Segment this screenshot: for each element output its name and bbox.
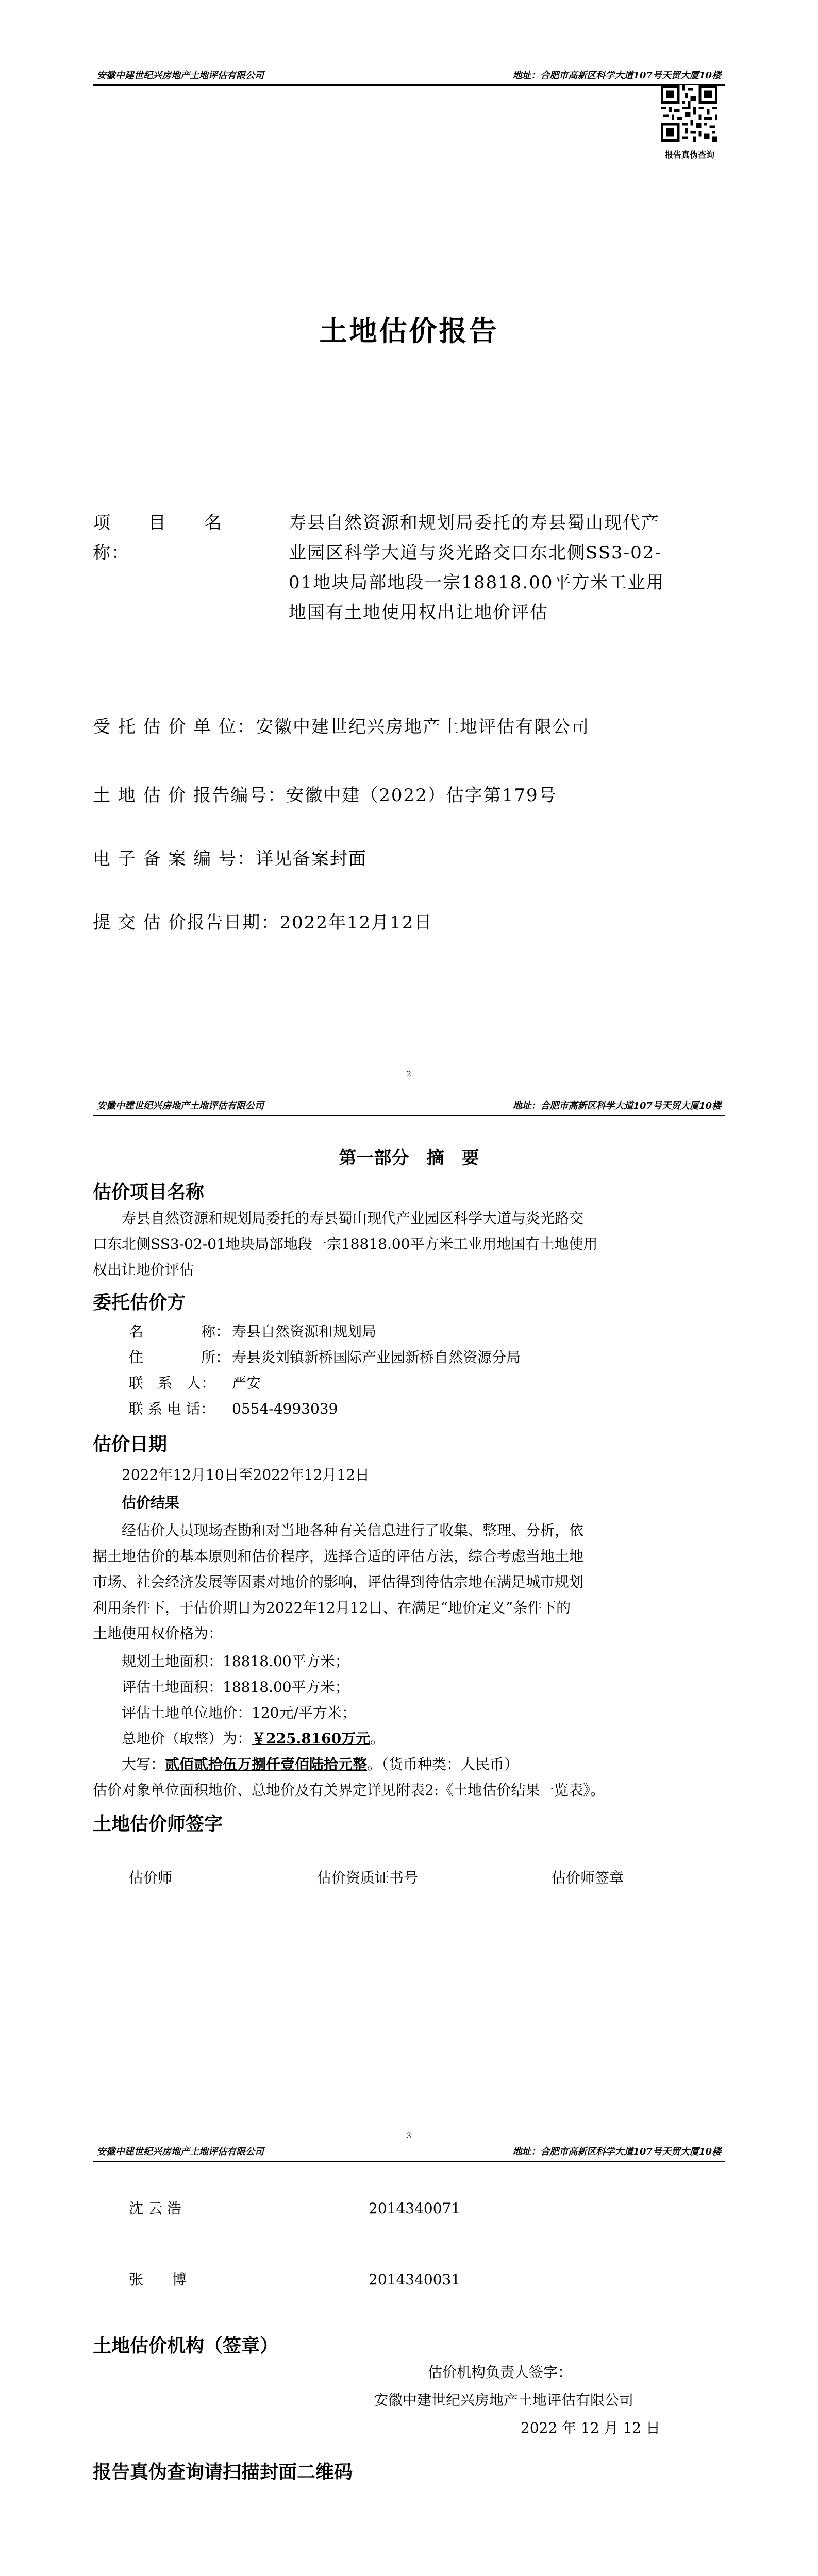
report-title: 土地估价报告 xyxy=(319,315,499,347)
text-line: 利用条件下，于估价期日为2022年12月12日、在满足“地价定义”条件下的 xyxy=(93,1599,571,1616)
submit-date-value: 2022年12月12日 xyxy=(279,912,433,933)
project-text xyxy=(93,1206,722,1283)
text-line: 市场、社会经济发展等因素对地价的影响，评估得到待估宗地在满足城市规划 xyxy=(93,1573,584,1590)
date-text: 2022年12月10日至2022年12月12日 xyxy=(122,1466,370,1483)
client-contact-row xyxy=(129,1370,722,1396)
filing-value: 详见备案封面 xyxy=(256,849,368,869)
result-paragraph xyxy=(93,1518,722,1647)
signers-heading: 土地估价师签字 xyxy=(93,1814,223,1835)
header-company: 安徽中建世纪兴房地产土地评估有限公司 xyxy=(97,2146,264,2157)
verify-note: 报告真伪查询请扫描封面二维码 xyxy=(93,2462,353,2483)
project-line: 寿县自然资源和规划局委托的寿县蜀山现代产 xyxy=(289,513,660,533)
field-label: 联 系 电 话： xyxy=(129,1400,215,1417)
header-address: 地址：合肥市高新区科学大道107号天贸大厦10楼 xyxy=(512,70,721,81)
total-caps-value: 贰佰贰拾伍万捌仟壹佰陆拾元整 xyxy=(165,1756,368,1773)
field-value: 寿县炎刘镇新桥国际产业园新桥自然资源分局 xyxy=(232,1349,521,1366)
page-number: 3 xyxy=(407,2132,411,2140)
report-number-row xyxy=(93,781,557,810)
client-label: 受 托 估 价 单 位： xyxy=(93,717,256,737)
qr-caption: 报告真伪查询 xyxy=(665,150,715,160)
signer-cert: 2014340031 xyxy=(369,2271,461,2288)
text-line: 经估价人员现场查勘和对当地各种有关信息进行了收集、整理、分析，依 xyxy=(122,1522,584,1539)
signers-col-appraiser: 估价师 xyxy=(129,1869,173,1886)
total-price-row xyxy=(122,1726,519,1752)
text-line: 寿县自然资源和规划局委托的寿县蜀山现代产业园区科学大道与炎光路交 xyxy=(122,1210,584,1227)
text-line: 口东北侧SS3-02-01地块局部地段一宗18818.00平方米工业用地国有土地使用 xyxy=(93,1235,598,1252)
qr-code-icon[interactable] xyxy=(661,85,717,142)
page-header xyxy=(93,2138,725,2162)
unit-price: 评估土地单位地价：120元/平方米； xyxy=(122,1704,356,1721)
header-address: 地址：合肥市高新区科学大道107号天贸大厦10楼 xyxy=(512,1100,721,1111)
total-caps-end: 。（货币种类：人民币） xyxy=(367,1756,519,1773)
project-name xyxy=(289,508,727,628)
total-caps-label: 大写： xyxy=(122,1756,165,1773)
result-title: 估价结果 xyxy=(122,1494,180,1511)
part-title: 第一部分 摘 要 xyxy=(339,1148,479,1168)
submit-date-label: 提 交 估 价报告日期： xyxy=(93,912,280,933)
report-number-value: 安徽中建（2022）估字第179号 xyxy=(286,785,557,806)
total-price-value: ￥225.8160万元 xyxy=(252,1730,371,1747)
header-address: 地址：合肥市高新区科学大道107号天贸大厦10楼 xyxy=(512,2146,721,2157)
filing-label: 电 子 备 案 编 号： xyxy=(93,849,256,869)
client-address-row xyxy=(129,1345,722,1370)
page-header xyxy=(93,1092,725,1116)
signer-name: 张 博 xyxy=(129,2271,187,2288)
org-heading: 土地估价机构（签章） xyxy=(93,2335,279,2357)
field-value: 0554-4993039 xyxy=(232,1400,338,1417)
project-label: 项 目 名 称： xyxy=(93,513,260,563)
page-number: 2 xyxy=(407,1070,411,1078)
appraised-area: 评估土地面积：18818.00平方米； xyxy=(122,1679,349,1696)
result-note: 估价对象单位面积地价、总地价及有关界定详见附表2:《土地估价结果一览表》。 xyxy=(93,1782,605,1799)
client-heading: 委托估价方 xyxy=(93,1292,186,1313)
project-line: 地国有土地使用权出让地价评估 xyxy=(289,602,548,623)
signers-col-cert: 估价资质证书号 xyxy=(317,1869,419,1886)
date-heading: 估价日期 xyxy=(93,1434,168,1455)
text-line: 土地使用权价格为： xyxy=(93,1625,223,1642)
text-line: 据土地估价的基本原则和估价程序，选择合适的评估方法，综合考虑当地土地 xyxy=(93,1548,584,1565)
project-heading: 估价项目名称 xyxy=(93,1182,205,1203)
filing-row xyxy=(93,844,367,874)
org-leader-sign: 估价机构负责人签字： xyxy=(428,2364,573,2381)
signer-name: 沈 云 浩 xyxy=(129,2200,181,2217)
project-line: 01地块局部地段一宗18818.00平方米工业用 xyxy=(289,572,665,593)
total-caps-row xyxy=(122,1752,519,1777)
field-value: 寿县自然资源和规划局 xyxy=(232,1323,377,1340)
client-phone-row xyxy=(129,1396,722,1422)
result-values xyxy=(122,1649,519,1777)
total-price-end: 。 xyxy=(370,1730,385,1747)
org-name: 安徽中建世纪兴房地产土地评估有限公司 xyxy=(374,2392,634,2409)
total-price-label: 总地价（取整）为： xyxy=(122,1730,252,1747)
project-line: 业园区科学大道与炎光路交口东北侧SS3-02- xyxy=(289,543,662,563)
header-company: 安徽中建世纪兴房地产土地评估有限公司 xyxy=(97,70,264,81)
client-info xyxy=(129,1319,722,1422)
field-label: 名 称： xyxy=(129,1323,230,1340)
client-name-row xyxy=(129,1319,722,1345)
report-number-label: 土 地 估 价 报告编号： xyxy=(93,785,287,806)
field-label: 住 所： xyxy=(129,1349,230,1366)
client-row xyxy=(93,712,590,742)
page-header xyxy=(93,62,725,86)
submit-date-row xyxy=(93,908,433,938)
field-label: 联 系 人： xyxy=(129,1375,216,1392)
signers-col-seal: 估价师签章 xyxy=(552,1869,624,1886)
header-company: 安徽中建世纪兴房地产土地评估有限公司 xyxy=(97,1100,264,1111)
signer-cert: 2014340071 xyxy=(369,2200,461,2217)
planned-area: 规划土地面积：18818.00平方米； xyxy=(122,1653,349,1670)
org-date: 2022 年 12 月 12 日 xyxy=(521,2419,661,2436)
client-value: 安徽中建世纪兴房地产土地评估有限公司 xyxy=(256,717,590,737)
text-line: 权出让地价评估 xyxy=(93,1261,194,1278)
field-value: 严安 xyxy=(232,1375,261,1392)
